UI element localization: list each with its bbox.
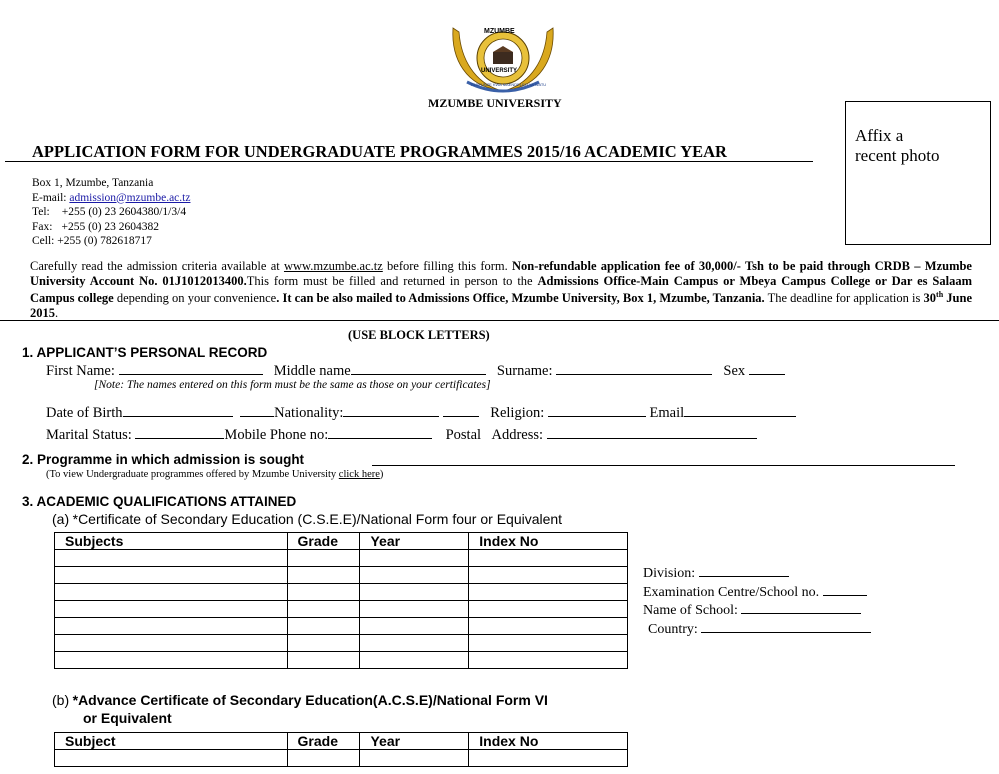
religion-label: Religion: (490, 405, 545, 421)
csee-header-year: Year (360, 533, 469, 550)
middle-name-label: Middle name (273, 363, 351, 379)
sex-field[interactable] (749, 362, 785, 375)
school-name-row (643, 601, 871, 620)
contact-address: Box 1, Mzumbe, Tanzania (32, 177, 154, 189)
acse-table (54, 732, 628, 767)
nationality-label: Nationality: (274, 405, 344, 421)
nationality-field-extra[interactable] (443, 404, 479, 417)
logo-motto: TUJIFUNZE KWA MAENDELEO YA WATU (470, 82, 547, 87)
division-field[interactable] (699, 564, 789, 577)
mobile-field[interactable] (328, 426, 432, 439)
dob-row (46, 404, 796, 422)
instr-p4: depending on your convenience (113, 291, 277, 306)
section3a-line (52, 511, 562, 529)
contact-email-line (32, 191, 190, 206)
table-row (55, 601, 628, 618)
instr-p1: Carefully read the admission criteria available at (30, 259, 284, 273)
exam-centre-label: Examination Centre/School no. (643, 584, 820, 600)
email-link[interactable]: admission@mzumbe.ac.tz (69, 191, 191, 204)
exam-centre-field[interactable] (823, 583, 867, 596)
use-block-letters: (USE BLOCK LETTERS) (348, 328, 490, 342)
section3b-label: (b) (52, 692, 70, 708)
table-cell[interactable] (55, 584, 288, 601)
contact-tel-label: Tel: (32, 206, 50, 218)
contact-cell-line (32, 234, 190, 249)
table-cell[interactable] (360, 584, 469, 601)
title-underline (5, 161, 813, 162)
email-label: Email (649, 405, 685, 421)
acse-table-header (55, 733, 628, 750)
marital-field[interactable] (135, 426, 224, 439)
surname-field[interactable] (556, 362, 712, 375)
email-field[interactable] (684, 404, 796, 417)
instr-p3: This form must be filled and returned in person to the (246, 273, 538, 288)
table-row (55, 567, 628, 584)
table-row (55, 750, 628, 767)
photo-box-line1: Affix a (855, 126, 904, 145)
table-cell[interactable] (469, 584, 628, 601)
nationality-field[interactable] (343, 404, 439, 417)
table-cell[interactable] (55, 750, 288, 767)
acse-header-year: Year (360, 733, 469, 750)
acse-header-index: Index No (469, 733, 628, 750)
table-cell[interactable] (360, 601, 469, 618)
table-cell[interactable] (469, 550, 628, 567)
postal-label: Postal (445, 427, 482, 443)
contact-tel-line (32, 205, 190, 220)
deadline-sup: th (936, 290, 944, 299)
section2-sub-pre: (To view Undergraduate programmes offered by Mzumbe University (46, 469, 339, 480)
csee-table-header (55, 533, 628, 550)
table-cell[interactable] (55, 652, 288, 669)
table-cell[interactable] (287, 550, 360, 567)
table-cell[interactable] (469, 652, 628, 669)
religion-field[interactable] (548, 404, 646, 417)
table-cell[interactable] (287, 618, 360, 635)
section2-subtext (46, 469, 383, 480)
csee-header-index: Index No (469, 533, 628, 550)
table-row (55, 652, 628, 669)
csee-header-grade: Grade (287, 533, 360, 550)
table-cell[interactable] (55, 618, 288, 635)
marital-label: Marital Status: (46, 427, 132, 443)
table-row (55, 635, 628, 652)
logo-top-text: MZUMBE (484, 28, 515, 35)
section3b-text2: or Equivalent (83, 710, 172, 726)
section2-sub-post: ) (379, 469, 384, 480)
table-row (55, 550, 628, 567)
country-row (643, 620, 871, 639)
marital-row (46, 426, 757, 444)
instructions-paragraph (30, 259, 972, 320)
photo-box-line2: recent photo (855, 146, 940, 165)
address-label: Address: (491, 427, 544, 443)
first-name-field[interactable] (119, 362, 263, 375)
contact-block (32, 176, 190, 249)
table-cell[interactable] (360, 652, 469, 669)
instr-mail: Admissions Office, Mzumbe University, Box 1, Mzumbe, Tanzania. (408, 291, 765, 306)
instr-p6: The deadline for application is (764, 291, 924, 306)
table-cell[interactable] (360, 750, 469, 767)
logo-bottom-text: UNIVERSITY (481, 68, 518, 74)
programmes-link[interactable]: click here (338, 469, 380, 480)
table-cell[interactable] (55, 567, 288, 584)
country-label: Country: (648, 621, 698, 637)
dob-field-extra[interactable] (240, 404, 274, 417)
university-name: MZUMBE UNIVERSITY (428, 96, 562, 110)
table-cell[interactable] (360, 618, 469, 635)
middle-name-field[interactable] (351, 362, 486, 375)
table-cell[interactable] (287, 601, 360, 618)
csee-side-fields (643, 564, 871, 638)
table-cell[interactable] (469, 567, 628, 584)
contact-fax-line (32, 220, 190, 235)
photo-box (845, 101, 991, 245)
instr-p5: . It can be also mailed to (276, 291, 409, 306)
acse-header-subject: Subject (55, 733, 288, 750)
contact-fax-label: Fax: (32, 220, 53, 233)
form-title: APPLICATION FORM FOR UNDERGRADUATE PROGRAMMES 2015/16 ACADEMIC YEAR (32, 142, 727, 161)
table-cell[interactable] (360, 550, 469, 567)
section3b-text1: *Advance Certificate of Secondary Education(A.C.S.E)/National Form VI (72, 692, 548, 708)
section2-title: 2. Programme in which admission is sought (22, 452, 305, 467)
table-cell[interactable] (55, 601, 288, 618)
csee-header-subjects: Subjects (55, 533, 288, 550)
contact-fax: +255 (0) 23 2604382 (61, 220, 159, 233)
dob-label: Date of Birth (46, 405, 123, 421)
school-name-field[interactable] (741, 601, 861, 614)
instr-p2: before filling this form. (382, 259, 512, 273)
table-cell[interactable] (287, 635, 360, 652)
section3a-label: (a) (52, 511, 70, 527)
section3-title: 3. ACADEMIC QUALIFICATIONS ATTAINED (22, 494, 297, 509)
programme-field[interactable] (372, 453, 955, 466)
table-cell[interactable] (469, 635, 628, 652)
table-cell[interactable] (55, 635, 288, 652)
country-field[interactable] (701, 620, 871, 633)
website-link[interactable]: www.mzumbe.ac.tz (283, 259, 383, 273)
table-cell[interactable] (287, 750, 360, 767)
division-row (643, 564, 871, 583)
contact-cell: +255 (0) 782618717 (57, 235, 152, 247)
table-cell[interactable] (55, 550, 288, 567)
table-cell[interactable] (469, 618, 628, 635)
deadline-day: 30 (923, 291, 937, 306)
school-name-label: Name of School: (643, 603, 738, 618)
names-note: [Note: The names entered on this form must be the same as those on your certificates] (94, 379, 491, 391)
mobile-label: Mobile Phone no: (224, 427, 329, 443)
table-cell[interactable] (469, 601, 628, 618)
deadline-rest: June 2015 (30, 291, 973, 320)
dob-field[interactable] (123, 404, 233, 417)
table-row (55, 618, 628, 635)
contact-tel: +255 (0) 23 2604380/1/3/4 (61, 206, 187, 218)
exam-centre-row (643, 583, 871, 602)
division-label: Division: (643, 566, 696, 581)
name-row (46, 362, 785, 380)
address-field[interactable] (547, 426, 757, 439)
section3b-line (52, 692, 548, 710)
table-cell[interactable] (287, 567, 360, 584)
instr-fee: Non-refundable application fee of 30,000/- Tsh to be paid through CRDB – Mzumbe University Account No. 01J1012013400. (30, 259, 972, 288)
table-cell[interactable] (360, 567, 469, 584)
section-divider (0, 320, 999, 321)
table-cell[interactable] (287, 584, 360, 601)
table-cell[interactable] (287, 652, 360, 669)
table-cell[interactable] (360, 635, 469, 652)
first-name-label: First Name: (46, 363, 115, 379)
section3a-text: *Certificate of Secondary Education (C.S.E.E)/National Form four or Equivalent (72, 511, 563, 527)
contact-email-label: E-mail: (32, 191, 67, 204)
instr-offices: Admissions Office-Main Campus or Mbeya Campus College or Dar es Salaam Campus college (30, 273, 972, 306)
surname-label: Surname: (496, 363, 553, 379)
sex-label: Sex (723, 363, 746, 379)
csee-table (54, 532, 628, 669)
acse-header-grade: Grade (287, 733, 360, 750)
contact-cell-label: Cell: (32, 235, 55, 247)
table-cell[interactable] (469, 750, 628, 767)
instr-p7: . (55, 305, 59, 320)
table-row (55, 584, 628, 601)
section1-title: 1. APPLICANT’S PERSONAL RECORD (22, 345, 268, 360)
